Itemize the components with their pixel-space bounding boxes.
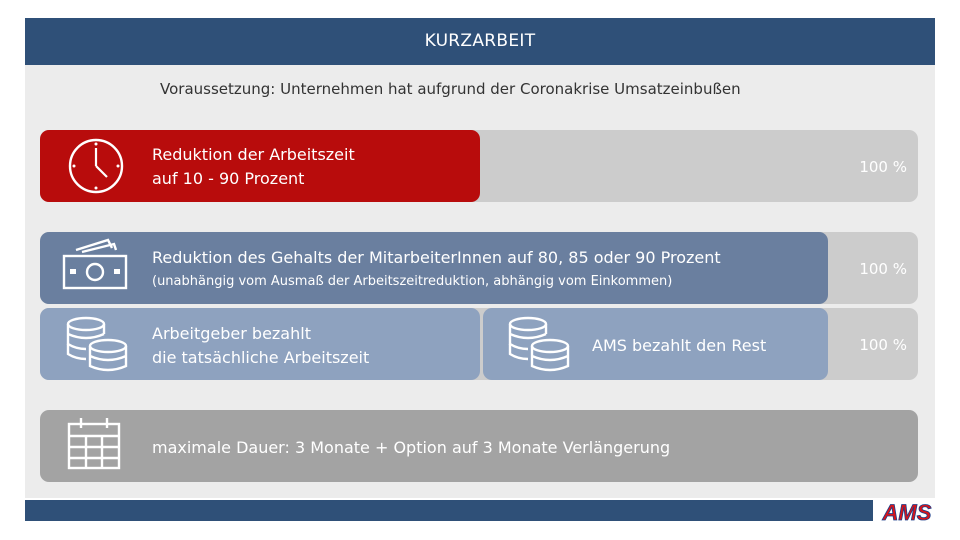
row1-line1: Reduktion der Arbeitszeit <box>152 145 355 164</box>
footer-bar <box>25 500 873 521</box>
svg-text:AMS: AMS <box>882 500 932 524</box>
calendar-icon <box>66 416 122 472</box>
row2-line1: Reduktion des Gehalts der MitarbeiterInnen auf 80, 85 oder 90 Prozent <box>152 248 721 267</box>
row3-line2: die tatsächliche Arbeitszeit <box>152 348 370 367</box>
money-icon <box>60 238 130 294</box>
coins-icon-ams <box>504 314 574 374</box>
row1-percent: 100 % <box>859 158 907 176</box>
row3-line1: Arbeitgeber bezahlt <box>152 324 311 343</box>
row2-line2: (unabhängig vom Ausmaß der Arbeitszeitreduktion, abhängig vom Einkommen) <box>152 274 673 289</box>
coins-icon <box>62 314 132 374</box>
page-title: KURZARBEIT <box>25 18 935 65</box>
ams-pays-label: AMS bezahlt den Rest <box>592 336 767 355</box>
subtitle: Voraussetzung: Unternehmen hat aufgrund der Coronakrise Umsatzeinbußen <box>160 80 741 98</box>
ams-logo <box>878 498 936 524</box>
clock-icon <box>64 138 128 196</box>
row1-line2: auf 10 - 90 Prozent <box>152 169 305 188</box>
row3-percent: 100 % <box>859 336 907 354</box>
row2-percent: 100 % <box>859 260 907 278</box>
row4-text: maximale Dauer: 3 Monate + Option auf 3 Monate Verlängerung <box>152 438 671 457</box>
